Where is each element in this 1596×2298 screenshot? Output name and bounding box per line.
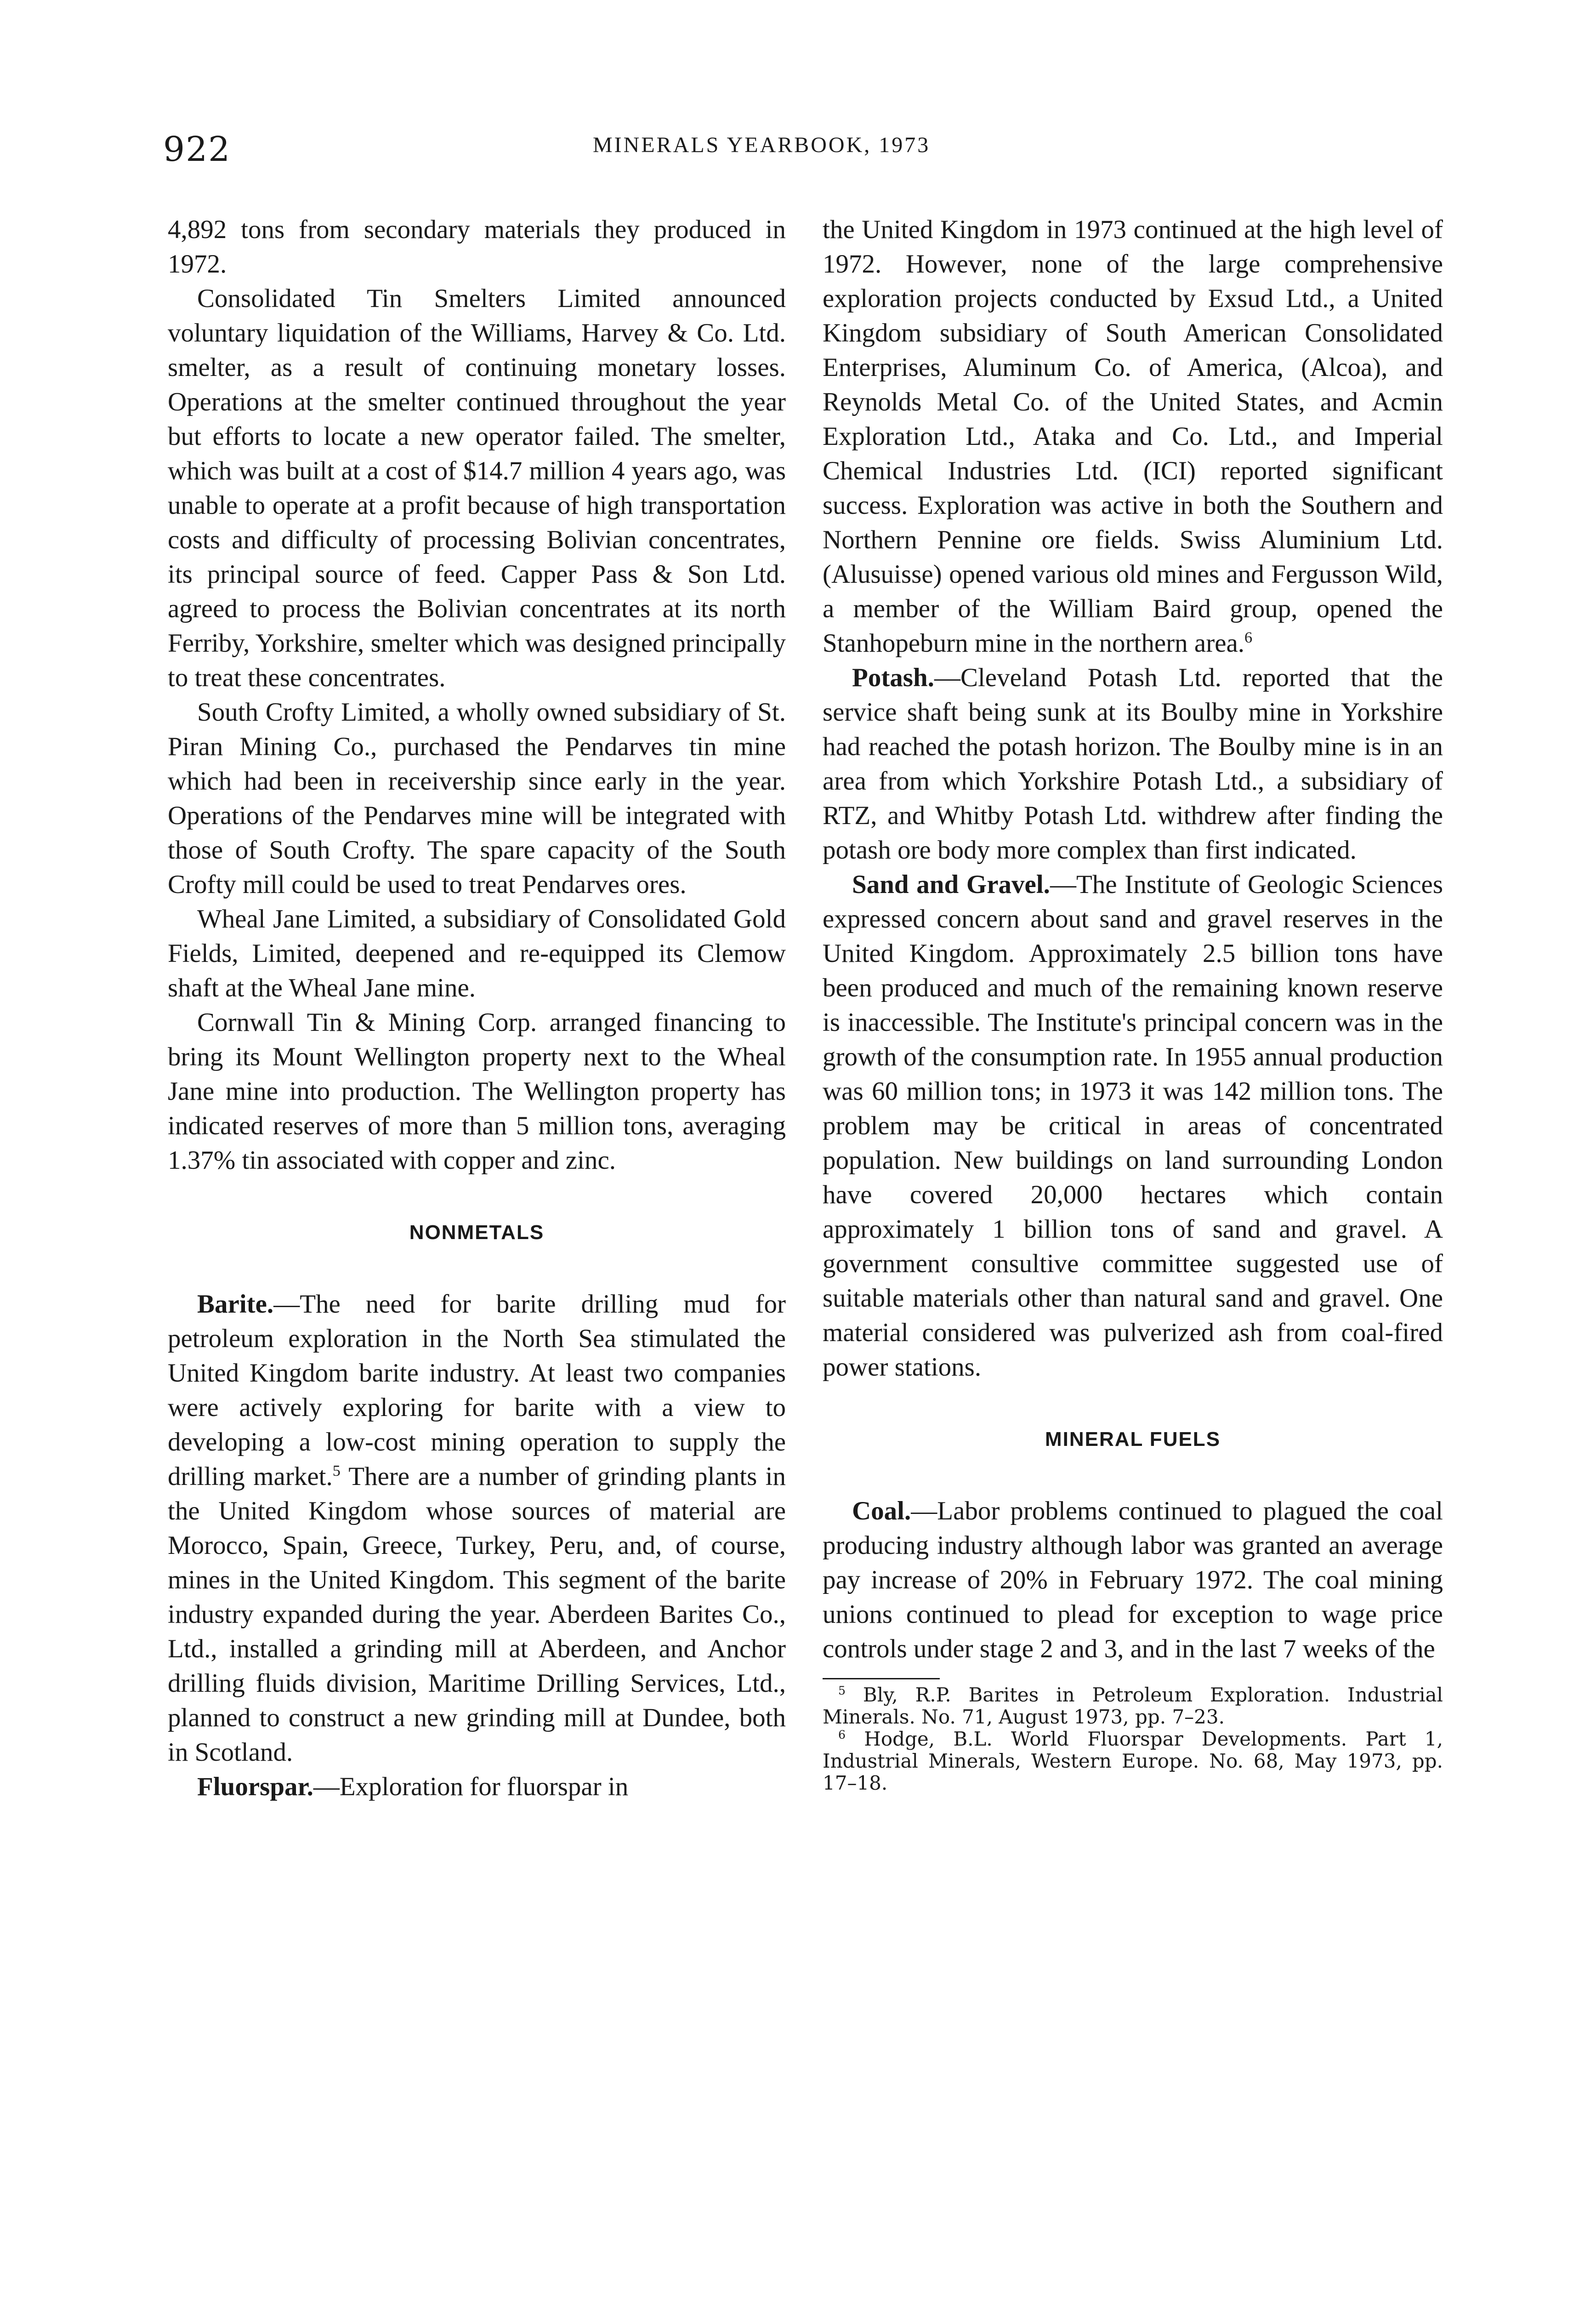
footnote-ref-5: 5 [332, 1462, 341, 1479]
run-in-fluorspar: Fluorspar. [197, 1772, 313, 1801]
paragraph-sand-and-gravel [823, 867, 1443, 1384]
fluorspar-text: —Exploration for fluorspar in [313, 1772, 629, 1801]
footnote-6 [823, 1728, 1443, 1794]
paragraph-consolidated-tin: Consolidated Tin Smelters Limited announced voluntary liquidation of the Williams, Harvey & Co. Ltd. smelter, as a result of continuing monetary losses. Operations at the smelter continued throughout the year but efforts to locate a new operator failed. The smelter, which was built at a cost of $14.7 million 4 years ago, was unable to operate at a profit because of high transportation costs and difficulty of processing Bolivian concentrates, its principal source of feed. Capper Pass & Son Ltd. agreed to process the Bolivian concentrates at its north Ferriby, Yorkshire, smelter which was designed principally to treat these concentrates. [168, 284, 786, 692]
fluorspar-continued-text: the United Kingdom in 1973 continued at the high level of 1972. However, none of the large comprehensive exploration projects conducted by Exsud Ltd., a United Kingdom subsidiary of South American Consolidated Enterprises, Aluminum Co. of America, (Alcoa), and Reynolds Metal Co. of the United States, and Acmin Exploration Ltd., Ataka and Co. Ltd., and Imperial Chemical Industries Ltd. (ICI) reported significant success. Exploration was active in both the Southern and Northern Pennine ore fields. Swiss Aluminium Ltd. (Alusuisse) opened various old mines and Fergusson Wild, a member of the William Baird group, opened the Stanhopeburn mine in the northern area. [823, 215, 1443, 658]
potash-text: —Cleveland Potash Ltd. reported that the service shaft being sunk at its Boulby mine in Yorkshire had reached the potash horizon. The Boulby mine is in an area from which Yorkshire Potash Ltd., a subsidiary of RTZ, and Whitby Potash Ltd. withdrew after finding the potash ore body more complex than first indicated. [823, 663, 1443, 865]
page-number: 922 [163, 130, 231, 169]
footnote-5 [823, 1684, 1443, 1728]
footnote-text-5: Bly, R.P. Barites in Petroleum Exploration. Industrial Minerals. No. 71, August 1973, pp. 7–23. [823, 1684, 1443, 1728]
paragraph-cornwall-tin: Cornwall Tin & Mining Corp. arranged financing to bring its Mount Wellington property next to the Wheal Jane mine into production. The Wellington property has indicated reserves of more than 5 million tons, averaging 1.37% tin associated with copper and zinc. [168, 1008, 786, 1175]
left-column [168, 212, 786, 1804]
paragraph-potash [823, 660, 1443, 867]
right-column [823, 212, 1443, 1794]
footnote-text-6: Hodge, B.L. World Fluorspar Developments. Part 1, Industrial Minerals, Western Europe. No. 68, May 1973, pp. 17–18. [823, 1728, 1443, 1794]
run-in-coal: Coal. [852, 1496, 911, 1525]
footnote-ref-6: 6 [1244, 629, 1253, 646]
footnote-number-6: 6 [838, 1728, 846, 1741]
paragraph-secondary-materials: 4,892 tons from secondary materials they produced in 1972. [168, 215, 786, 279]
paragraph-coal [823, 1494, 1443, 1666]
paragraph-fluorspar [168, 1769, 786, 1804]
section-heading-nonmetals: NONMETALS [409, 1221, 545, 1244]
barite-text-b: There are a number of grinding plants in the United Kingdom whose sources of material are Morocco, Spain, Greece, Turkey, Peru, and, of course, mines in the United Kingdom. This segment of the barite industry expanded during the year. Aberdeen Barites Co., Ltd., installed a grinding mill at Aberdeen, and Anchor drilling fluids division, Maritime Drilling Services, Ltd., planned to construct a new grinding mill at Dundee, both in Scotland. [168, 1462, 786, 1767]
footnote-divider [823, 1678, 940, 1679]
run-in-potash: Potash. [852, 663, 934, 692]
barite-text-a: —The need for barite drilling mud for petroleum exploration in the North Sea stimulated the United Kingdom barite industry. At least two companies were actively exploring for barite with a view to developing a low-cost mining operation to supply the drilling market. [168, 1290, 786, 1491]
section-heading-mineral-fuels: MINERAL FUELS [1045, 1428, 1221, 1450]
running-head: MINERALS YEARBOOK, 1973 [593, 133, 931, 157]
footnote-number-5: 5 [838, 1684, 846, 1697]
sand-text: —The Institute of Geologic Sciences expressed concern about sand and gravel reserves in the United Kingdom. Approximately 2.5 billion tons have been produced and much of the remaining known reserve is inaccessible. The Institute's principal concern was in the growth of the consumption rate. In 1955 annual production was 60 million tons; in 1973 it was 142 million tons. The problem may be critical in areas of concentrated population. New buildings on land surrounding London have covered 20,000 hectares which contain approximately 1 billion tons of sand and gravel. A government consultive committee suggested use of suitable materials other than natural sand and gravel. One material considered was pulverized ash from coal-fired power stations. [823, 870, 1443, 1382]
paragraph-barite [168, 1287, 786, 1769]
run-in-barite: Barite. [197, 1290, 274, 1319]
paragraph-fluorspar-continued [823, 212, 1443, 660]
paragraph-south-crofty: South Crofty Limited, a wholly owned subsidiary of St. Piran Mining Co., purchased the Pendarves tin mine which had been in receivership since early in the year. Operations of the Pendarves mine will be integrated with those of South Crofty. The spare capacity of the South Crofty mill could be used to treat Pendarves ores. [168, 698, 786, 899]
coal-text: —Labor problems continued to plagued the coal producing industry although labor was granted an average pay increase of 20% in February 1972. The coal mining unions continued to plead for exception to wage price controls under stage 2 and 3, and in the last 7 weeks of the [823, 1496, 1443, 1663]
footnotes [823, 1684, 1443, 1794]
run-in-sand-and-gravel: Sand and Gravel. [852, 870, 1050, 899]
paragraph-wheal-jane: Wheal Jane Limited, a subsidiary of Consolidated Gold Fields, Limited, deepened and re-equipped its Clemow shaft at the Wheal Jane mine. [168, 904, 786, 1002]
